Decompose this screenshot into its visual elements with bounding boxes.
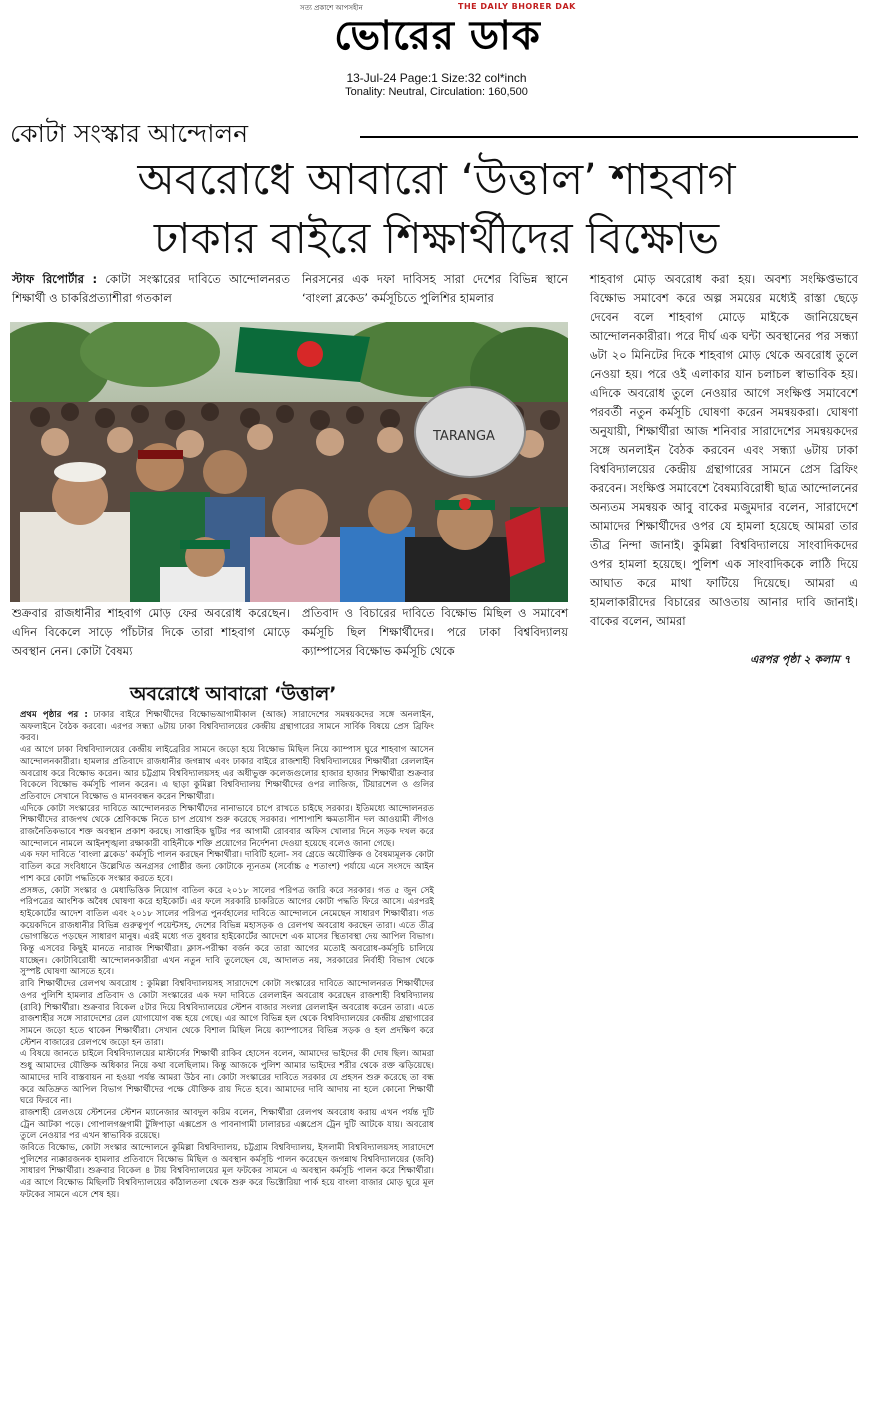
story-paragraph: এ বিষয়ে জানতে চাইলে বিশ্ববিদ্যালয়ের মাস্টার্সের শিক্ষার্থী রাকিব হোসেন বলেন, আমাদের ভাইদের কী দোষ ছিল। আমরা শুধু আমাদের যৌক্তিক অধিকার নিয়ে কথা বলেছিলাম। কিন্তু আজকে পুলিশ আমার ভাইদের শরীর থেকে রক্ত ঝড়িয়েছে। আমাদের দাবি বাস্তবায়ন না হওয়া পর্যন্ত আমরা উঠব না। কোটা সংস্কারের দাবিতে সরকার যে প্রহসন শুরু করেছে তা বন্ধ করে অতিদ্রুত আপিল বিভাগ শিক্ষার্থীদের পক্ষে যৌক্তিক রায় দিতে হবে। আমাদের দাবি আদায় না হলে কোনো শিক্ষার্থী ঘরে ফিরবে না। [20, 1049, 434, 1107]
masthead [0, 0, 873, 100]
article-kicker: কোটা সংস্কার আন্দোলন [10, 119, 249, 148]
story-paragraph: এদিকে কোটা সংস্কারের দাবিতে আন্দোলনরত শিক্ষার্থীদের নানাভাবে চাপে রাখতে চাইছে সরকার। ইতিমধ্যে আন্দোলনরত শিক্ষার্থীদের রাজপথ থেকে শ্রেণিকক্ষে নিতে চাপ প্রয়োগ শুরু করেছে সরকার। পাশাপাশি ক্ষমতাসীন দল আওয়ামী লীগও রাজনৈতিকভাবে শক্ত অবস্থান প্রকাশ করছে। সাপ্তাহিক ছুটির পর আগামী রোববার অফিস খোলার দিনে সড়ক দখল করে আন্দোলনে নামলে আইনশৃঙ্খলা রক্ষাকারী বাহিনীকে শক্তি প্রয়োগের নির্দেশনা দেওয়া হয়েছে বলেও জানা গেছে। [20, 803, 434, 849]
continuation-headline: অবরোধে আবারো ‘উত্তাল’ [130, 683, 337, 705]
column-2-top-text: নিরসনের এক দফা দাবিসহ সারা দেশের বিভিন্ন স্থানে ‘বাংলা ব্লকেড’ কর্মসূচিতে পুলিশির হামলার [302, 272, 568, 305]
drum-sign-text: TARANGA [433, 429, 495, 444]
story-paragraph [20, 710, 434, 745]
newspaper-logo: ভোরের ডাক [334, 12, 541, 59]
continuation-story [20, 710, 434, 1202]
story-paragraph: প্রসঙ্গত, কোটা সংস্কার ও মেধাভিত্তিক নিয়োগ বাতিল করে ২০১৮ সালের পরিপত্র জারি করে সরকার। গত ৫ জুন সেই পরিপত্রের আংশিক অবৈধ ঘোষণা করে হাইকোর্ট। এর ফলে সরকারি চাকরিতে আগের কোটা পদ্ধতি ফিরে আসে। এরপরই হাইকোর্টের আদেশ বাতিল এবং ২০১৮ সালের পরিপত্র পুনর্বহালের দাবিতে আন্দোলনে নেমেছেন সাধারণ শিক্ষার্থীরা। গত কয়েকদিনে রাজধানীর বিভিন্ন গুরুত্বপূর্ণ পয়েন্টসহ, দেশের বিভিন্ন মহাসড়ক ও রেলপথ অবরোধ করছেন তারা। এতে তীব্র ভোগান্তিতে পড়ছেন সাধারণ মানুষ। এরই মধ্যে গত বুধবার হাইকোর্টের আদেশে এক মাসের স্থিতাবস্থা দেয় আপিল বিভাগ। কিন্তু এসবের কিছুই মানতে নারাজ শিক্ষার্থীরা। ক্লাস-পরীক্ষা বর্জন করে তারা আগের মতোই অবরোধ-কর্মসূচি চালিয়ে যাচ্ছেন। কোটাবিরোধী আন্দোলনকারীরা এখন নতুন দাবি তুলেছেন যে, আদালত নয়, সরকারের নির্বাহী বিভাগ থেকে সুস্পষ্ট ঘোষণা আসতে হবে। [20, 885, 434, 978]
clipping-meta-date-size: 13-Jul-24 Page:1 Size:32 col*inch [346, 71, 527, 85]
continuation-lead-label: প্রথম পৃষ্ঠার পর : [20, 710, 88, 720]
headline-line-1: অবরোধে আবারো ‘উত্তাল’ শাহবাগ [137, 155, 736, 205]
masthead-tagline: সত্য প্রকাশে আপসহীন [300, 4, 363, 12]
story-paragraph-text: ঢাকার বাইরে শিক্ষার্থীদের বিক্ষোভআগামীকাল (আজ) সারাদেশের সমন্বয়কদের সঙ্গে অনলাইন, অফলাইনে বৈঠক করবো। এরপর সন্ধ্যা ৬টায় ঢাকা বিশ্ববিদ্যালয়ের কেন্দ্রীয় গ্রন্থাগারের সামনে সার্বিক বিষয়ে প্রেস ব্রিফিং করব। [20, 710, 434, 744]
column-3-text: শাহবাগ মোড় অবরোধ করা হয়। অবশ্য সংক্ষিপ্তভাবে বিক্ষোভ সমাবেশ করে অল্প সময়ের মধ্যেই রাস্তা ছেড়ে দেবেন বলে শাহবাগ মোড়ে মাইকে জানিয়েছেন আন্দোলনকারীরা। পরে দীর্ঘ এক ঘন্টা অবস্থানের পর সন্ধ্যা ৬টা ২০ মিনিটের দিকে শাহবাগ মোড় থেকে অবরোধ তুলে নেওয়া হয়। পরে ওই এলাকার যান চলাচল স্বাভাবিক হয়। এদিকে অবরোধ তুলে নেওয়ার আগে সংক্ষিপ্ত সমাবেশে পরবর্তী নতুন কর্মসূচি ঘোষণা করেন সমন্বয়করা। ঘোষণা অনুযায়ী, শিক্ষার্থীরা আজ শনিবার সারাদেশের সমন্বয়কদের সঙ্গে অনলাইন বৈঠক করবেন এবং সন্ধ্যা ৬টায় ঢাকা বিশ্ববিদ্যালয়ের কেন্দ্রীয় গ্রন্থাগারের সামনে প্রেস ব্রিফিং করবেন। সংক্ষিপ্ত সমাবেশে বৈষম্যবিরোধী ছাত্র আন্দোলনের অন্যতম সমন্বয়ক আবু বাকের মজুমদার বলেন, সারাদেশে আমাদের শিক্ষার্থীদের ওপর যে হামলা হয়েছে আমরা তার তীব্র নিন্দা জানাই। কুমিল্লা বিশ্ববিদ্যালয়ে সাংবাদিকদের ওপর হামলা হয়েছে। পুলিশ এক সাংবাদিককে লাঠি দিয়ে আঘাত করে মাথা ফাটিয়ে দিয়েছে। আমরা এ হামলাকারীদের বিচারের আওতায় আনার দাবি জানাই। বাকের বলেন, আমরা [590, 272, 858, 628]
story-paragraph: এক দফা দাবিতে ‘বাংলা ব্লকেড’ কর্মসূচি পালন করছেন শিক্ষার্থীরা। দাবিটি হলো- সব গ্রেডে অযৌক্তিক ও বৈষম্যমূলক কোটা বাতিল করে সংবিধানে উল্লেখিত অনগ্রসর গোষ্ঠীর জন্য কোটাকে ন্যূনতম (সর্বোচ্চ ৫ শতাংশ) পর্যায়ে এনে সংসদে আইন পাশ করে কোটা পদ্ধতিকে সংস্কার করতে হবে। [20, 850, 434, 884]
column-1-bottom-text: শুক্রবার রাজধানীর শাহবাগ মোড় ফের অবরোধ করেছেন। এদিন বিকেলে সাড়ে পাঁচটার দিকে তারা শাহবাগ মোড়ে অবস্থান নেন। কোটা বৈষম্য [12, 606, 290, 658]
story-paragraph: জবিতে বিক্ষোভ, কোটা সংস্কার আন্দোলনে কুমিল্লা বিশ্ববিদ্যালয়, চট্টগ্রাম বিশ্ববিদ্যালয়, ইসলামী বিশ্ববিদ্যালয়সহ সারাদেশে পুলিশের ন্যক্কারজনক হামলার প্রতিবাদে বিক্ষোভ মিছিল ও অবস্থান কর্মসূচি পালন করেছেন জগন্নাথ বিশ্ববিদ্যালয়ের (জবি) সাধারণ শিক্ষার্থীরা। শুক্রবার বিকেল ৪ টায় বিশ্ববিদ্যালয়ের মূল ফটকের সামনে এ অবস্থান কর্মসূচি পালন করে শিক্ষার্থীরা। এর আগে বিক্ষোভ মিছিলটি বিশ্ববিদ্যালয়ের কাঁঠালতলা থেকে শুরু করে ভিক্টোরিয়া পার্ক হয়ে বাংলা বাজার মোড় ঘুরে মূল ফটকের সামনে এসে শেষ হয়। [20, 1143, 434, 1200]
column-1-top-text: কোটা সংস্কারের দাবিতে আন্দোলনরত শিক্ষার্থী ও চাকরিপ্রত্যাশীরা গতকাল [12, 272, 291, 305]
protest-photo [10, 322, 568, 602]
story-paragraph: এর আগে ঢাকা বিশ্ববিদ্যালয়ের কেন্দ্রীয় লাইব্রেরির সামনে জড়ো হয়ে বিক্ষোভ মিছিল নিয়ে ক্যাম্পাস ঘুরে শাহবাগ আসেন আন্দোলনকারীরা। হামলার প্রতিবাদে রাজধানীর জগন্নাথ এবং ঢাকার বাইরে রাজশাহী বিশ্ববিদ্যালয়ের শিক্ষার্থীরা রেললাইন অবরোধ করে বিক্ষোভ করেন। আর চট্টগ্রাম বিশ্ববিদ্যালয়সহ এর অধীভুক্ত কলেজগুলোর হাজার হাজার শিক্ষার্থীরা শুক্রবার বিকেলে বিক্ষোভ কর্মসূচি পালন করেন। এ ছাড়া কুমিল্লা বিশ্ববিদ্যালয় শিক্ষার্থীদের ওপর লাজিজ, টিয়ারশেল ও গুলির প্রতিবাদে সেখানে বিক্ষোভ ও মানববন্ধন করেন শিক্ষার্থীরা। [20, 745, 434, 802]
column-1-top [12, 270, 290, 320]
masthead-english-name: THE DAILY BHORER DAK [458, 2, 576, 11]
kicker-rule [360, 136, 858, 138]
story-paragraph: রাজশাহী রেলওয়ে স্টেশনের স্টেশন ম্যানেজার আবদুল করিম বলেন, শিক্ষার্থীরা রেলপথ অবরোধ করায় এখন পর্যন্ত দুটি ট্রেন আটকা পড়ে। গোপালগঞ্জগামী টুঙ্গিপাড়া এক্সপ্রেস ও পাবনাগামী ঢালারচর এক্সপ্রেস ট্রেন দুটি আটকে যায়। অবরোধ তুলে নেওয়ার পর এখন স্বাভাবিক রয়েছে। [20, 1107, 434, 1142]
continued-on-page-note: এরপর পৃষ্ঠা ২ কলাম ৭ [750, 653, 851, 666]
column-2-bottom-text: প্রতিবাদ ও বিচারের দাবিতে বিক্ষোভ মিছিল ও সমাবেশ কর্মসূচি ছিল শিক্ষার্থীদের। পরে ঢাকা বিশ্ববিদ্যালয় ক্যাম্পাসের বিক্ষোভ কর্মসূচি থেকে [302, 606, 568, 658]
headline-line-2: ঢাকার বাইরে শিক্ষার্থীদের বিক্ষোভ [153, 214, 720, 264]
story-paragraph: রাবি শিক্ষার্থীদের রেলপথ অবরোধ : কুমিল্লা বিশ্ববিদ্যালয়সহ সারাদেশে কোটা সংস্কারের দাবিতে আন্দোলনরত শিক্ষার্থীদের ওপর পুলিশি হামলার প্রতিবাদ ও কোটা সংস্কারের এক দফা দাবিতে রেললাইন অবরোধ করেছেন রাজশাহী বিশ্ববিদ্যালয় (রাবি) শিক্ষার্থীরা। শুক্রবার বিকেল ৫টার দিয়ে বিশ্ববিদ্যালয়ের স্টেশন বাজার সংলগ্ন রেললাইন অবরোধ করেন তারা। এতে রাজশাহীর সঙ্গে সারাদেশের রেল যোগাযোগ বন্ধ হয়ে গেছে। এর আগে বিভিন্ন হল থেকে বিশ্ববিদ্যালয়ের কেন্দ্রীয় গ্রন্থাগারের সামনে জড়ো হতে থাকেন শিক্ষার্থীরা। সেখান থেকে বিশাল মিছিল নিয়ে ক্যাম্পাসের বিভিন্ন সড়ক ও হল প্রদক্ষিণ করে স্টেশন বাজারের রেলপথে জড়ো হন তারা। [20, 979, 434, 1048]
byline: স্টাফ রিপোর্টার : [12, 272, 98, 286]
clipping-meta-tonality: Tonality: Neutral, Circulation: 160,500 [345, 86, 528, 98]
